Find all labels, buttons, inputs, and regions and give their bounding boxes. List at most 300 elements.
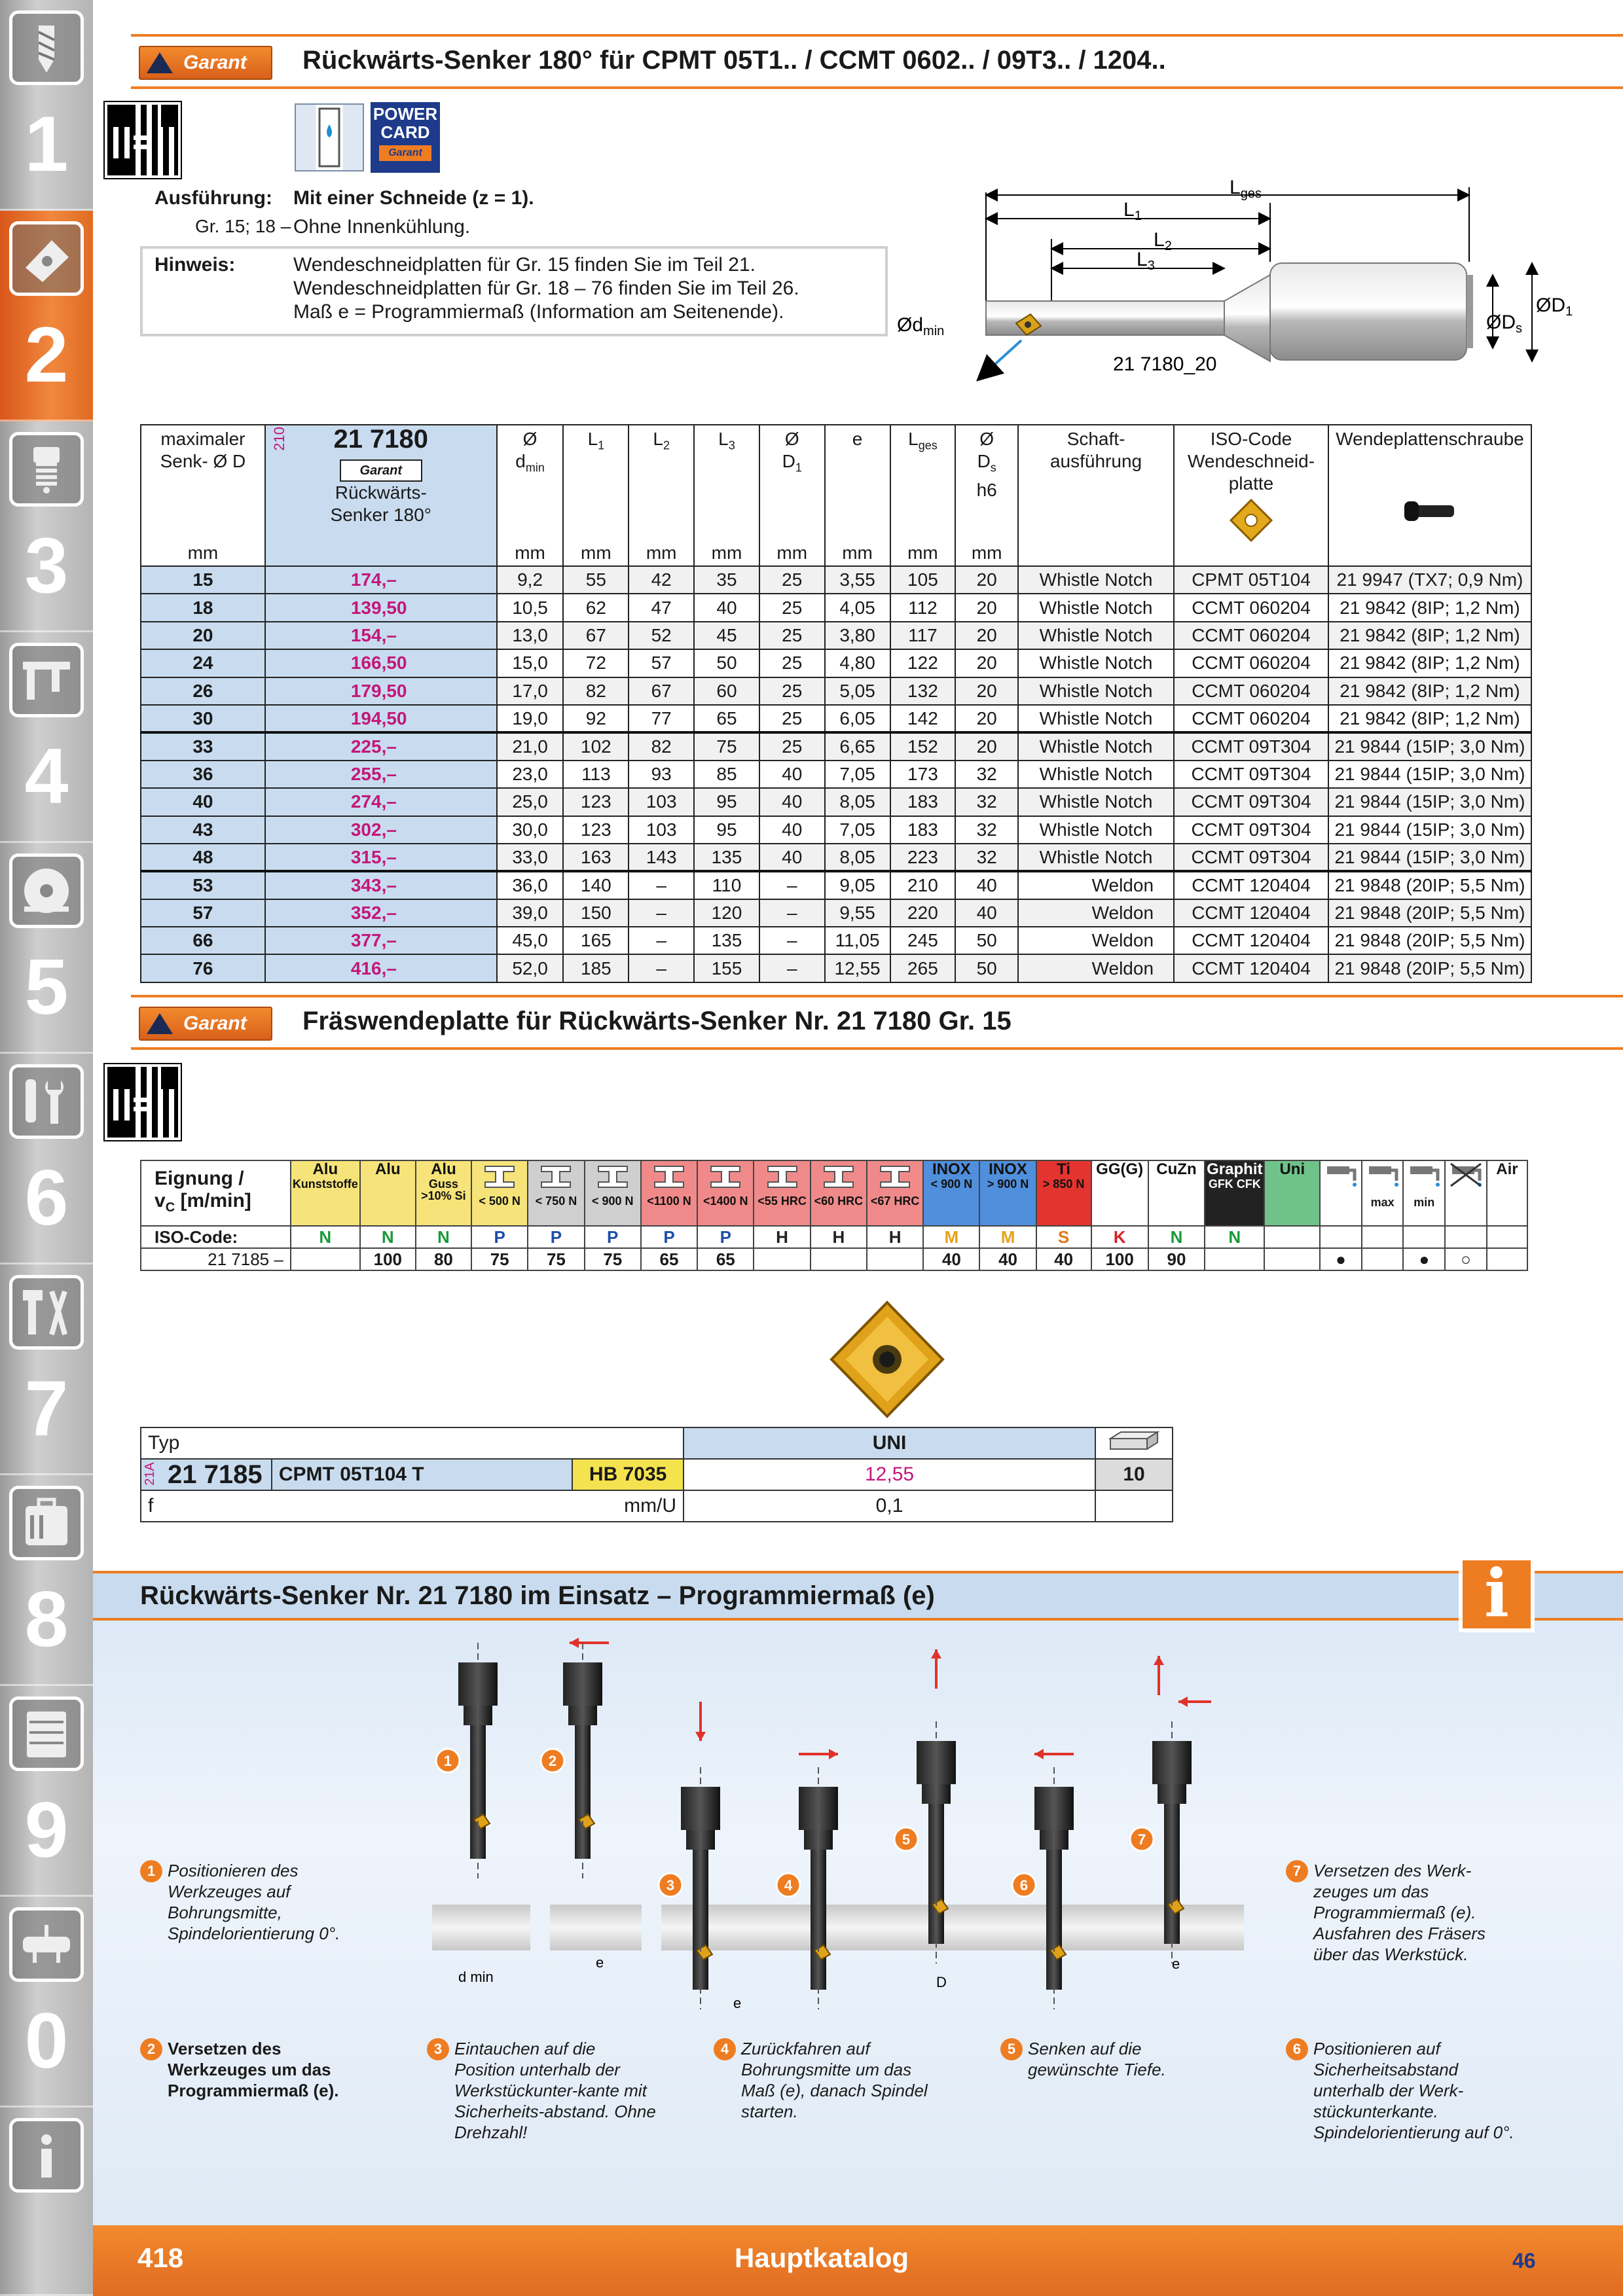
cell-senk-d: 15 [141, 566, 265, 594]
cell-screw: 21 9947 (TX7; 0,9 Nm) [1328, 566, 1531, 594]
step-number: 2 [140, 2038, 162, 2060]
cell-l2: 77 [629, 705, 694, 732]
steel-beam-icon [480, 1164, 519, 1190]
step-marker [436, 1749, 460, 1772]
sidebar-section-number: 9 [24, 1786, 69, 1874]
cell-e: 3,55 [825, 566, 890, 594]
dim-l1: $L_1$ [1123, 199, 1142, 223]
sidebar-section-5[interactable] [0, 843, 93, 1054]
cell-senk-d: 40 [141, 788, 265, 816]
cell-iso-code: CCMT 120404 [1174, 899, 1328, 927]
cell-price[interactable]: 377,– [265, 927, 497, 954]
cell-price[interactable]: 343,– [265, 871, 497, 899]
cell-ds: 40 [955, 899, 1018, 927]
coolant-value: ● [1403, 1248, 1445, 1270]
material-name: Alu [431, 1160, 456, 1178]
coolant-value: ● [1320, 1248, 1362, 1270]
cell-d1: 40 [759, 761, 825, 788]
table-row [141, 816, 1531, 844]
cell-screw: 21 9844 (15IP; 3,0 Nm) [1328, 732, 1531, 760]
col-e: e mm [825, 425, 890, 566]
iso-cell: N [1205, 1226, 1264, 1248]
cell-screw: 21 9848 (20IP; 5,5 Nm) [1328, 899, 1531, 927]
cell-l2: 93 [629, 761, 694, 788]
col-article: 210 21 7180 Garant Rückwärts-Senker 180° [265, 425, 497, 566]
eignung-label: Eignung / $v_C$ [m/min] [141, 1160, 291, 1226]
steel-beam-icon [763, 1164, 802, 1190]
cell-price[interactable]: 154,– [265, 622, 497, 649]
cell-price[interactable]: 416,– [265, 954, 497, 982]
grade-badge: HB 7035 [572, 1459, 684, 1490]
section-header-1 [131, 34, 1623, 89]
cell-e: 5,05 [825, 677, 890, 705]
sidebar-section-number: 3 [24, 522, 69, 609]
cell-l3: 85 [694, 761, 759, 788]
ausfuehrung-value: Mit einer Schneide (z = 1). [293, 187, 534, 209]
material-sub: <67 HRC [870, 1194, 920, 1208]
cell-senk-d: 26 [141, 677, 265, 705]
material-11 [923, 1160, 979, 1226]
vc-cell [811, 1248, 867, 1270]
cell-e: 6,05 [825, 705, 890, 732]
tool-step-1 [458, 1643, 498, 1878]
vc-cell: 75 [528, 1248, 584, 1270]
insert-icon [1228, 497, 1274, 543]
cell-l2: – [629, 899, 694, 927]
table-row [141, 732, 1531, 760]
cell-schaft: Whistle Notch [1018, 594, 1174, 621]
section-number: 46 [1512, 2249, 1536, 2272]
cell-dmin: 10,5 [497, 594, 564, 621]
usage-step-1 [140, 1860, 376, 1944]
vc-cell: 90 [1148, 1248, 1205, 1270]
table-row [141, 761, 1531, 788]
steel-beam-icon [706, 1164, 745, 1190]
cell-iso-code: CPMT 05T104 [1174, 566, 1328, 594]
step-text: Eintauchen auf die Position unterhalb der Werkstückunter-kante mit Sicherheits-abstand. Ohne Drehzahl! [454, 2039, 656, 2142]
cell-iso-code: CCMT 120404 [1174, 871, 1328, 899]
material-name: Alu [374, 1160, 401, 1178]
page-number: 418 [137, 2242, 184, 2273]
hinweis-line: Wendeschneidplatten für Gr. 18 – 76 finden Sie im Teil 26. [293, 278, 799, 299]
cell-l1: 140 [563, 871, 629, 899]
cell-iso-code: CCMT 09T304 [1174, 788, 1328, 816]
cell-schaft: Whistle Notch [1018, 677, 1174, 705]
vc-cell: 100 [360, 1248, 416, 1270]
cell-l2: – [629, 954, 694, 982]
sidebar-section-6[interactable] [0, 1054, 93, 1265]
coolant-badge-icon [295, 103, 364, 171]
cell-schaft: Whistle Notch [1018, 566, 1174, 594]
dimension-label: e [733, 1995, 742, 2011]
material-sub: > 850 N [1042, 1177, 1085, 1191]
cell-d1: 25 [759, 677, 825, 705]
cell-lges: 265 [890, 954, 956, 982]
cell-iso-code: CCMT 060204 [1174, 594, 1328, 621]
cell-l1: 185 [563, 954, 629, 982]
iso-cell [1264, 1226, 1320, 1248]
workpiece [897, 1905, 1015, 1950]
cell-l2: 143 [629, 844, 694, 871]
cell-l2: 82 [629, 732, 694, 760]
cell-l2: 67 [629, 677, 694, 705]
cell-schaft: Weldon [1018, 954, 1174, 982]
iso-cell: K [1091, 1226, 1148, 1248]
workpiece [1133, 1905, 1244, 1950]
cell-price[interactable]: 174,– [265, 566, 497, 594]
cell-screw: 21 9844 (15IP; 3,0 Nm) [1328, 761, 1531, 788]
material-sub: < 500 N [479, 1194, 520, 1208]
suitability-table [140, 1160, 1528, 1271]
coolant-max-icon: max [1362, 1160, 1404, 1226]
cell-screw: 21 9842 (8IP; 1,2 Nm) [1328, 622, 1531, 649]
cell-lges: 173 [890, 761, 956, 788]
cell-schaft: Whistle Notch [1018, 705, 1174, 732]
material-sub: Guss >10% Si [421, 1177, 466, 1202]
sidebar-section-number: 0 [24, 1997, 69, 2085]
cell-schaft: Whistle Notch [1018, 788, 1174, 816]
cell-iso-code: CCMT 060204 [1174, 705, 1328, 732]
cell-d1: 25 [759, 622, 825, 649]
cell-schaft: Whistle Notch [1018, 761, 1174, 788]
iso-cell: N [1148, 1226, 1205, 1248]
svg-text:4: 4 [784, 1877, 793, 1893]
tool-step-3 [681, 1767, 720, 2009]
tool-step-2 [563, 1643, 602, 1878]
cell-ds: 20 [955, 732, 1018, 760]
cell-d1: 40 [759, 788, 825, 816]
usage-step-3 [427, 2038, 663, 2143]
power-card-badge: POWER CARD Garant [371, 102, 440, 173]
step-marker [541, 1749, 564, 1772]
cell-e: 12,55 [825, 954, 890, 982]
table-row [141, 954, 1531, 982]
dim-lges: $L_{ges}$ [1230, 177, 1262, 201]
cell-screw: 21 9842 (8IP; 1,2 Nm) [1328, 677, 1531, 705]
steel-beam-icon [819, 1164, 858, 1190]
tool-dimension-drawing [897, 177, 1604, 393]
step-marker [894, 1827, 918, 1851]
insert-type-table [140, 1427, 1173, 1522]
iso-cell: P [471, 1226, 528, 1248]
insert-code: CPMT 05T104 T [272, 1459, 572, 1490]
vc-cell: 75 [585, 1248, 641, 1270]
info-icon [9, 2118, 84, 2193]
cell-l2: 57 [629, 649, 694, 677]
insert-icon [9, 221, 84, 296]
cell-l2: 103 [629, 816, 694, 844]
cell-l2: 103 [629, 788, 694, 816]
iso-code-label: ISO-Code: [141, 1226, 291, 1248]
material-12 [979, 1160, 1036, 1226]
col-l3: $L_3$ mm [694, 425, 759, 566]
groesse-value: Ohne Innenkühlung. [293, 216, 471, 238]
cell-dmin: 45,0 [497, 927, 564, 954]
iso-cell: S [1036, 1226, 1091, 1248]
cell-l1: 163 [563, 844, 629, 871]
cell-d1: – [759, 899, 825, 927]
cell-ds: 32 [955, 761, 1018, 788]
saw-blade-icon [9, 853, 84, 928]
product-table [140, 424, 1532, 983]
material-9 [811, 1160, 867, 1226]
cell-iso-code: CCMT 120404 [1174, 954, 1328, 982]
cell-dmin: 30,0 [497, 816, 564, 844]
coolant-iso-cell [1445, 1226, 1487, 1248]
cell-iso-code: CCMT 09T304 [1174, 844, 1328, 871]
garant-logo: Garant [139, 1007, 272, 1041]
usage-step-4 [714, 2038, 949, 2122]
cell-schaft: Weldon [1018, 871, 1174, 899]
empty-cell [1095, 1490, 1173, 1522]
step-text: Versetzen des Werkzeuges um das Programmiermaß (e). [168, 2039, 339, 2100]
cell-lges: 117 [890, 622, 956, 649]
cell-iso-code: CCMT 09T304 [1174, 761, 1328, 788]
vc-cell: 80 [416, 1248, 471, 1270]
usage-step-7 [1286, 1860, 1522, 1965]
cell-price[interactable]: 194,50 [265, 705, 497, 732]
svg-text:5: 5 [902, 1831, 911, 1848]
cell-l3: 95 [694, 788, 759, 816]
cell-e: 3,80 [825, 622, 890, 649]
step-text: Positionieren auf Sicherheitsabstand unterhalb der Werk-stückunterkante. Spindelorientierung auf 0°. [1313, 2039, 1514, 2142]
cell-l1: 82 [563, 677, 629, 705]
cell-screw: 21 9844 (15IP; 3,0 Nm) [1328, 788, 1531, 816]
usage-step-6 [1286, 2038, 1522, 2143]
vc-cell: 40 [1036, 1248, 1091, 1270]
svg-text:2: 2 [548, 1753, 557, 1769]
vc-cell [867, 1248, 923, 1270]
cell-price[interactable]: 225,– [265, 732, 497, 760]
cell-lges: 112 [890, 594, 956, 621]
cell-l3: 45 [694, 622, 759, 649]
footer [93, 2225, 1623, 2296]
sidebar-section-number: 8 [24, 1575, 69, 1663]
cell-schaft: Whistle Notch [1018, 649, 1174, 677]
svg-text:7: 7 [1137, 1831, 1146, 1848]
step-text: Zurückfahren auf Bohrungsmitte um das Maß (e), danach Spindel starten. [741, 2039, 928, 2121]
cell-l3: 135 [694, 844, 759, 871]
dim-ds: $ØD_s$ [1486, 312, 1522, 336]
section-header-2 [131, 995, 1623, 1050]
cell-price[interactable]: 315,– [265, 844, 497, 871]
workpiece [550, 1905, 642, 1950]
cell-schaft: Weldon [1018, 927, 1174, 954]
cell-screw: 21 9842 (8IP; 1,2 Nm) [1328, 705, 1531, 732]
cell-price[interactable]: 274,– [265, 788, 497, 816]
step-number: 3 [427, 2038, 449, 2060]
iso-cell: M [979, 1226, 1036, 1248]
table-row [141, 927, 1531, 954]
cell-dmin: 39,0 [497, 899, 564, 927]
sidebar-section-4[interactable] [0, 632, 93, 843]
cell-e: 7,05 [825, 761, 890, 788]
step-marker [1130, 1827, 1154, 1851]
cabinet-icon [9, 1696, 84, 1771]
cell-screw: 21 9842 (8IP; 1,2 Nm) [1328, 594, 1531, 621]
arrow-head-icon [1178, 1696, 1188, 1707]
cell-senk-d: 48 [141, 844, 265, 871]
cell-ds: 50 [955, 954, 1018, 982]
workpiece [661, 1905, 779, 1950]
material-sub: <1100 N [647, 1194, 691, 1208]
material-name: GG(G) [1096, 1160, 1144, 1178]
cell-e: 9,05 [825, 871, 890, 899]
col-schraube: Wendeplattenschraube [1328, 425, 1531, 566]
cell-senk-d: 24 [141, 649, 265, 677]
arrow-head-icon [829, 1749, 838, 1759]
cell-screw: 21 9848 (20IP; 5,5 Nm) [1328, 927, 1531, 954]
feed-unit: mm/U [572, 1490, 684, 1522]
cell-dmin: 25,0 [497, 788, 564, 816]
usage-step-5 [1000, 2038, 1236, 2080]
cell-l2: 42 [629, 566, 694, 594]
workpiece [779, 1905, 897, 1950]
sidebar-section-9[interactable] [0, 1686, 93, 1897]
table-row [141, 677, 1531, 705]
qr-code-icon[interactable] [105, 1064, 181, 1140]
cell-screw: 21 9848 (20IP; 5,5 Nm) [1328, 871, 1531, 899]
table-row [141, 649, 1531, 677]
wrench-icon [9, 1064, 84, 1139]
coolant-iso-cell [1403, 1226, 1445, 1248]
screw-icon [1400, 496, 1459, 525]
cell-price[interactable]: 166,50 [265, 649, 497, 677]
cell-iso-code: CCMT 060204 [1174, 622, 1328, 649]
sidebar-section-8[interactable] [0, 1475, 93, 1686]
tap-icon [9, 432, 84, 507]
cell-lges: 183 [890, 788, 956, 816]
sidebar-section-2[interactable] [0, 211, 93, 422]
cell-l2: – [629, 871, 694, 899]
cell-d1: 25 [759, 732, 825, 760]
sidebar-section-3[interactable] [0, 422, 93, 632]
material-10 [867, 1160, 923, 1226]
cell-lges: 220 [890, 899, 956, 927]
dimension-label: e [596, 1954, 604, 1971]
vc-cell: 65 [697, 1248, 754, 1270]
feed-label: f [141, 1490, 572, 1522]
material-sub: Kunststoffe [292, 1177, 358, 1191]
step-marker [1012, 1873, 1036, 1897]
qr-code-icon[interactable] [105, 102, 181, 178]
cell-screw: 21 9844 (15IP; 3,0 Nm) [1328, 816, 1531, 844]
cell-e: 8,05 [825, 844, 890, 871]
cell-dmin: 19,0 [497, 705, 564, 732]
typ-article: 21A 21 7185 [141, 1459, 272, 1490]
emulsion-icon [1320, 1160, 1362, 1226]
cell-senk-d: 53 [141, 871, 265, 899]
iso-cell: N [416, 1226, 471, 1248]
cell-screw: 21 9844 (15IP; 3,0 Nm) [1328, 844, 1531, 871]
col-lges: $L_{ges}$ mm [890, 425, 956, 566]
usage-header [93, 1571, 1623, 1621]
cell-dmin: 52,0 [497, 954, 564, 982]
cell-price[interactable]: 255,– [265, 761, 497, 788]
cell-schaft: Weldon [1018, 899, 1174, 927]
cell-schaft: Whistle Notch [1018, 622, 1174, 649]
cell-ds: 20 [955, 594, 1018, 621]
material-4 [528, 1160, 584, 1226]
cell-l3: 95 [694, 816, 759, 844]
cell-e: 4,05 [825, 594, 890, 621]
hinweis-label: Hinweis: [155, 254, 236, 276]
col-l2: $L_2$ mm [629, 425, 694, 566]
cell-l1: 150 [563, 899, 629, 927]
material-3 [471, 1160, 528, 1226]
cell-senk-d: 57 [141, 899, 265, 927]
cell-l1: 113 [563, 761, 629, 788]
cell-l2: 52 [629, 622, 694, 649]
garant-logo: Garant [340, 459, 422, 482]
material-13 [1036, 1160, 1091, 1226]
cell-d1: 40 [759, 844, 825, 871]
cell-d1: 25 [759, 566, 825, 594]
eignung-article: 21 7185 – [141, 1248, 291, 1270]
cell-l3: 110 [694, 871, 759, 899]
iso-cell: H [811, 1226, 867, 1248]
cell-price[interactable]: 302,– [265, 816, 497, 844]
sidebar-section-1[interactable] [0, 0, 93, 211]
vc-cell [754, 1248, 810, 1270]
cell-dmin: 9,2 [497, 566, 564, 594]
cell-l1: 62 [563, 594, 629, 621]
cell-e: 6,65 [825, 732, 890, 760]
cell-ds: 32 [955, 844, 1018, 871]
cell-screw: 21 9842 (8IP; 1,2 Nm) [1328, 649, 1531, 677]
table-row [141, 622, 1531, 649]
step-number: 7 [1286, 1860, 1308, 1882]
section-title: Fräswendeplatte für Rückwärts-Senker Nr. 21 7180 Gr. 15 [302, 1007, 1012, 1035]
cell-iso-code: CCMT 120404 [1174, 927, 1328, 954]
caliper-icon [9, 643, 84, 717]
table-row [141, 844, 1531, 871]
steel-beam-icon [875, 1164, 915, 1190]
cell-l1: 165 [563, 927, 629, 954]
material-16 [1205, 1160, 1264, 1226]
sidebar-section-7[interactable] [0, 1265, 93, 1475]
iso-cell: P [697, 1226, 754, 1248]
material-5 [585, 1160, 641, 1226]
sidebar-section-i[interactable] [0, 2108, 93, 2296]
cell-senk-d: 43 [141, 816, 265, 844]
cell-senk-d: 66 [141, 927, 265, 954]
hinweis-line: Maß e = Programmiermaß (Information am Seitenende). [293, 301, 784, 323]
drill-bit-icon [9, 10, 84, 85]
pliers-icon [9, 1275, 84, 1350]
sidebar [0, 0, 93, 2296]
cell-ds: 20 [955, 622, 1018, 649]
material-name: CuZn [1156, 1160, 1197, 1178]
step-marker [776, 1873, 800, 1897]
steel-beam-icon [593, 1164, 632, 1190]
steel-beam-icon [536, 1164, 575, 1190]
iso-cell: P [528, 1226, 584, 1248]
material-sub: < 900 N [591, 1194, 634, 1208]
typ-label: Typ [141, 1427, 684, 1459]
dim-l3: $L_3$ [1137, 249, 1155, 273]
vc-cell [1264, 1248, 1320, 1270]
cell-price[interactable]: 179,50 [265, 677, 497, 705]
material-sub: <60 HRC [814, 1194, 864, 1208]
cell-price[interactable]: 352,– [265, 899, 497, 927]
cell-price[interactable]: 139,50 [265, 594, 497, 621]
sidebar-section-0[interactable] [0, 1897, 93, 2108]
material-sub: < 750 N [535, 1194, 577, 1208]
cell-ds: 32 [955, 788, 1018, 816]
material-sub: <1400 N [703, 1194, 748, 1208]
material-7 [697, 1160, 754, 1226]
